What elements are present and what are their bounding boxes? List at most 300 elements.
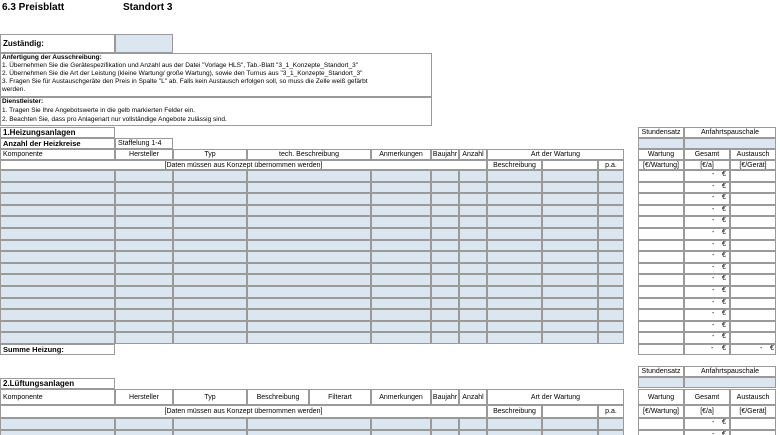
heating-input-cell[interactable] xyxy=(115,263,173,275)
side-gesamt: Gesamt xyxy=(684,149,730,160)
side-austausch-cell xyxy=(730,418,776,430)
side-wartung-cell[interactable] xyxy=(638,298,684,310)
gesamt-dash: - xyxy=(712,275,715,283)
side-austausch-cell xyxy=(730,430,776,435)
heating-input-cell[interactable] xyxy=(487,182,542,194)
heating-input-cell[interactable] xyxy=(173,286,247,298)
heating-input-cell[interactable] xyxy=(598,263,624,275)
heating-input-cell[interactable] xyxy=(598,216,624,228)
vent-input-cell[interactable] xyxy=(542,430,598,435)
heating-input-cell[interactable] xyxy=(459,263,487,275)
gesamt-euro: € xyxy=(722,431,726,435)
heating-input-cell[interactable] xyxy=(431,263,459,275)
heating-input-cell[interactable] xyxy=(0,321,115,333)
col-art-der-wartung: Art der Wartung xyxy=(487,149,624,160)
side-austausch-cell xyxy=(730,170,776,182)
heating-input-cell[interactable] xyxy=(247,309,371,321)
vent-col-filterart: Filterart xyxy=(309,389,371,405)
heating-input-cell[interactable] xyxy=(371,216,431,228)
heating-input-cell[interactable] xyxy=(371,309,431,321)
col-anmerkungen: Anmerkungen xyxy=(371,149,431,160)
instructions-line: 1. Übernehmen Sie die Gerätespezifikation und Anzahl aus der Datei "Vorlage HLS", Tab.-Blatt "3_1_Konzepte_Standort_3" xyxy=(2,62,359,69)
side-austausch-cell xyxy=(730,263,776,275)
col-hersteller: Hersteller xyxy=(115,149,173,160)
heating-staffelung: Staffelung 1-4 xyxy=(115,138,173,149)
heating-input-cell[interactable] xyxy=(459,309,487,321)
gesamt-dash: - xyxy=(712,240,715,248)
vent-unit-gesamt: [€/a] xyxy=(684,405,730,418)
heating-input-cell[interactable] xyxy=(0,274,115,286)
heating-input-cell[interactable] xyxy=(598,298,624,310)
heating-input-cell[interactable] xyxy=(598,274,624,286)
heating-input-cell[interactable] xyxy=(371,274,431,286)
heating-input-cell[interactable] xyxy=(598,332,624,344)
vent-col-anzahl: Anzahl xyxy=(459,389,487,405)
heating-input-cell[interactable] xyxy=(173,228,247,240)
vent-col-pa: p.a. xyxy=(598,405,624,418)
heating-input-cell[interactable] xyxy=(115,182,173,194)
heating-input-cell[interactable] xyxy=(542,321,598,333)
gesamt-dash: - xyxy=(712,217,715,225)
vent-col-art-der-wartung: Art der Wartung xyxy=(487,389,624,405)
heating-input-cell[interactable] xyxy=(0,309,115,321)
heating-input-cell[interactable] xyxy=(371,193,431,205)
heating-input-cell[interactable] xyxy=(431,298,459,310)
side-austausch-cell xyxy=(730,182,776,194)
stundensatz-input[interactable] xyxy=(638,138,684,149)
vent-input-cell[interactable] xyxy=(371,418,431,430)
heating-input-cell[interactable] xyxy=(487,251,542,263)
sum-gesamt-dash: - xyxy=(711,345,714,352)
heating-input-cell[interactable] xyxy=(487,170,542,182)
vent-input-cell[interactable] xyxy=(0,430,115,435)
vent-side-wartung: Wartung xyxy=(638,389,684,405)
heating-input-cell[interactable] xyxy=(371,321,431,333)
heating-input-cell[interactable] xyxy=(598,205,624,217)
heating-input-cell[interactable] xyxy=(487,309,542,321)
side-wartung-cell[interactable] xyxy=(638,170,684,182)
heating-input-cell[interactable] xyxy=(371,251,431,263)
heating-input-cell[interactable] xyxy=(431,216,459,228)
side-austausch-cell xyxy=(730,332,776,344)
heating-input-cell[interactable] xyxy=(459,286,487,298)
heating-input-cell[interactable] xyxy=(173,170,247,182)
gesamt-dash: - xyxy=(712,333,715,341)
heating-input-cell[interactable] xyxy=(487,240,542,252)
zustaendig-input[interactable] xyxy=(115,34,173,53)
side-wartung-cell[interactable] xyxy=(638,418,684,430)
heating-input-cell[interactable] xyxy=(0,332,115,344)
side-wartung-cell[interactable] xyxy=(638,430,684,435)
heating-input-cell[interactable] xyxy=(173,274,247,286)
heating-input-cell[interactable] xyxy=(598,251,624,263)
concept-note: [Daten müssen aus Konzept übernommen werden] xyxy=(0,160,487,170)
side-austausch-cell xyxy=(730,321,776,333)
heating-input-cell[interactable] xyxy=(431,240,459,252)
heating-input-cell[interactable] xyxy=(173,216,247,228)
vent-input-cell[interactable] xyxy=(173,430,247,435)
heating-input-cell[interactable] xyxy=(431,170,459,182)
heating-input-cell[interactable] xyxy=(115,332,173,344)
heating-input-cell[interactable] xyxy=(542,240,598,252)
side-wartung-cell[interactable] xyxy=(638,274,684,286)
heating-input-cell[interactable] xyxy=(542,170,598,182)
vent-input-cell[interactable] xyxy=(371,430,431,435)
gesamt-euro: € xyxy=(722,194,726,202)
vent-col-beschreibung: Beschreibung xyxy=(247,389,309,405)
side-austausch-cell xyxy=(730,286,776,298)
heating-input-cell[interactable] xyxy=(598,240,624,252)
unit-geraet: [€/Gerät] xyxy=(730,160,776,170)
heating-input-cell[interactable] xyxy=(431,321,459,333)
gesamt-euro: € xyxy=(722,310,726,318)
col-beschreibung: Beschreibung xyxy=(487,160,542,170)
side-wartung-cell[interactable] xyxy=(638,321,684,333)
gesamt-dash: - xyxy=(712,229,715,236)
heating-input-cell[interactable] xyxy=(371,228,431,240)
gesamt-euro: € xyxy=(722,182,726,190)
heating-input-cell[interactable] xyxy=(542,298,598,310)
gesamt-dash: - xyxy=(712,298,715,306)
heating-input-cell[interactable] xyxy=(371,205,431,217)
heating-input-cell[interactable] xyxy=(487,228,542,240)
gesamt-euro: € xyxy=(722,263,726,271)
service-line: 1. Tragen Sie Ihre Angebotswerte in die gelb markierten Felder ein. xyxy=(2,107,195,114)
side-wartung-cell[interactable] xyxy=(638,205,684,217)
heating-input-cell[interactable] xyxy=(598,286,624,298)
heating-input-cell[interactable] xyxy=(0,193,115,205)
heating-input-cell[interactable] xyxy=(459,321,487,333)
heating-input-cell[interactable] xyxy=(0,251,115,263)
vent-input-cell[interactable] xyxy=(487,430,542,435)
vent-blank-header-cell xyxy=(542,405,598,418)
vent-input-cell[interactable] xyxy=(598,430,624,435)
sum-austausch-dash: - xyxy=(760,345,763,352)
heating-input-cell[interactable] xyxy=(459,298,487,310)
side-anfahrtspauschale: Anfahrtspauschale xyxy=(684,127,776,138)
heating-input-cell[interactable] xyxy=(115,240,173,252)
heating-input-cell[interactable] xyxy=(487,321,542,333)
gesamt-dash: - xyxy=(712,205,715,213)
gesamt-dash: - xyxy=(712,182,715,190)
heating-input-cell[interactable] xyxy=(115,274,173,286)
heating-input-cell[interactable] xyxy=(247,182,371,194)
gesamt-dash: - xyxy=(712,263,715,271)
vent-input-cell[interactable] xyxy=(0,418,115,430)
gesamt-euro: € xyxy=(722,333,726,341)
heating-input-cell[interactable] xyxy=(459,193,487,205)
heating-sum-label: Summe Heizung: xyxy=(0,344,115,355)
heating-input-cell[interactable] xyxy=(459,182,487,194)
gesamt-dash: - xyxy=(712,431,715,435)
heating-input-cell[interactable] xyxy=(542,205,598,217)
vent-col-anmerkungen: Anmerkungen xyxy=(371,389,431,405)
heating-input-cell[interactable] xyxy=(371,170,431,182)
heating-input-cell[interactable] xyxy=(115,321,173,333)
side-wartung-cell[interactable] xyxy=(638,228,684,240)
vent-col-komponente: Komponente xyxy=(0,389,115,405)
service-title: Dienstleister: xyxy=(2,98,44,105)
col-pa: p.a. xyxy=(598,160,624,170)
side-wartung-cell[interactable] xyxy=(638,309,684,321)
gesamt-euro: € xyxy=(722,217,726,225)
side-wartung-cell[interactable] xyxy=(638,182,684,194)
heating-input-cell[interactable] xyxy=(173,205,247,217)
side-wartung-cell[interactable] xyxy=(638,240,684,252)
heating-input-cell[interactable] xyxy=(115,286,173,298)
heating-input-cell[interactable] xyxy=(247,332,371,344)
heating-input-cell[interactable] xyxy=(247,240,371,252)
instructions-line: werden. xyxy=(2,86,26,93)
heating-input-cell[interactable] xyxy=(173,251,247,263)
gesamt-euro: € xyxy=(722,171,726,178)
heating-input-cell[interactable] xyxy=(431,251,459,263)
heating-input-cell[interactable] xyxy=(431,228,459,240)
col-baujahr: Baujahr xyxy=(432,151,458,158)
heating-input-cell[interactable] xyxy=(115,216,173,228)
heating-input-cell[interactable] xyxy=(542,274,598,286)
heating-input-cell[interactable] xyxy=(0,170,115,182)
heating-input-cell[interactable] xyxy=(459,332,487,344)
heating-input-cell[interactable] xyxy=(487,216,542,228)
anfahrt-input[interactable] xyxy=(684,138,776,149)
instructions-line: 3. Fragen Sie für Austauschgeräte den Preis in Spalte "L" ab. Falls kein Austausch erfolgen soll, so muss die Zelle weiß gefärbt xyxy=(2,78,368,85)
heating-input-cell[interactable] xyxy=(173,332,247,344)
col-komponente: Komponente xyxy=(0,149,115,160)
gesamt-euro: € xyxy=(722,287,726,294)
vent-input-cell[interactable] xyxy=(247,430,371,435)
side-austausch-cell xyxy=(730,228,776,240)
heating-input-cell[interactable] xyxy=(173,193,247,205)
vent-col-baujahr: Baujahr xyxy=(431,389,459,405)
heating-input-cell[interactable] xyxy=(598,309,624,321)
heating-input-cell[interactable] xyxy=(371,332,431,344)
heating-input-cell[interactable] xyxy=(173,298,247,310)
side-austausch-cell xyxy=(730,240,776,252)
vent-input-cell[interactable] xyxy=(459,418,487,430)
side-wartung-cell[interactable] xyxy=(638,263,684,275)
vent-anfahrt-input[interactable] xyxy=(684,377,776,388)
heating-input-cell[interactable] xyxy=(431,205,459,217)
heating-input-cell[interactable] xyxy=(0,240,115,252)
heating-input-cell[interactable] xyxy=(487,298,542,310)
heating-input-cell[interactable] xyxy=(431,332,459,344)
ventilation-title: 2.Lüftungsanlagen xyxy=(0,378,115,389)
side-austausch: Austausch xyxy=(730,149,776,160)
vent-input-cell[interactable] xyxy=(115,430,173,435)
heating-input-cell[interactable] xyxy=(542,286,598,298)
heating-input-cell[interactable] xyxy=(371,298,431,310)
gesamt-dash: - xyxy=(712,194,715,202)
vent-input-cell[interactable] xyxy=(247,418,371,430)
heating-input-cell[interactable] xyxy=(542,332,598,344)
sum-wartung xyxy=(638,344,684,355)
vent-input-cell[interactable] xyxy=(598,418,624,430)
vent-input-cell[interactable] xyxy=(431,418,459,430)
side-wartung-cell[interactable] xyxy=(638,216,684,228)
heating-input-cell[interactable] xyxy=(542,251,598,263)
heating-input-cell[interactable] xyxy=(542,216,598,228)
heating-input-cell[interactable] xyxy=(371,240,431,252)
vent-stundensatz-input[interactable] xyxy=(638,377,684,388)
heating-input-cell[interactable] xyxy=(247,274,371,286)
heating-input-cell[interactable] xyxy=(173,182,247,194)
side-austausch-cell xyxy=(730,216,776,228)
gesamt-euro: € xyxy=(722,419,726,426)
heating-input-cell[interactable] xyxy=(247,228,371,240)
gesamt-euro: € xyxy=(722,252,726,260)
vent-side-anfahrtspauschale: Anfahrtspauschale xyxy=(684,366,776,377)
unit-wartung: [€/Wartung] xyxy=(638,160,684,170)
heating-input-cell[interactable] xyxy=(0,286,115,298)
heating-input-cell[interactable] xyxy=(247,298,371,310)
side-stundensatz: Stundensatz xyxy=(638,127,684,138)
heating-input-cell[interactable] xyxy=(459,216,487,228)
heating-input-cell[interactable] xyxy=(247,216,371,228)
heating-input-cell[interactable] xyxy=(459,228,487,240)
vent-col-typ: Typ xyxy=(173,389,247,405)
gesamt-dash: - xyxy=(712,310,715,318)
heating-input-cell[interactable] xyxy=(173,240,247,252)
vent-side-gesamt: Gesamt xyxy=(684,389,730,405)
heating-input-cell[interactable] xyxy=(371,182,431,194)
side-wartung-cell[interactable] xyxy=(638,286,684,298)
heating-input-cell[interactable] xyxy=(431,286,459,298)
heating-input-cell[interactable] xyxy=(598,321,624,333)
side-austausch-cell xyxy=(730,309,776,321)
heating-input-cell[interactable] xyxy=(247,170,371,182)
heating-input-cell[interactable] xyxy=(487,193,542,205)
gesamt-euro: € xyxy=(722,205,726,213)
heating-input-cell[interactable] xyxy=(459,205,487,217)
instructions-title: Anfertigung der Ausschreibung: xyxy=(2,54,102,61)
vent-col-beschreibung2: Beschreibung xyxy=(487,405,542,418)
sum-gesamt-euro: € xyxy=(722,345,726,352)
vent-input-cell[interactable] xyxy=(459,430,487,435)
side-austausch-cell xyxy=(730,298,776,310)
heating-input-cell[interactable] xyxy=(598,170,624,182)
heating-input-cell[interactable] xyxy=(487,274,542,286)
vent-input-cell[interactable] xyxy=(115,418,173,430)
heating-input-cell[interactable] xyxy=(115,298,173,310)
heating-input-cell[interactable] xyxy=(115,251,173,263)
gesamt-dash: - xyxy=(712,321,715,329)
heating-input-cell[interactable] xyxy=(247,263,371,275)
col-typ: Typ xyxy=(173,149,247,160)
heating-input-cell[interactable] xyxy=(487,263,542,275)
heating-input-cell[interactable] xyxy=(247,286,371,298)
vent-side-austausch: Austausch xyxy=(730,389,776,405)
heating-input-cell[interactable] xyxy=(487,205,542,217)
vent-input-cell[interactable] xyxy=(542,418,598,430)
gesamt-euro: € xyxy=(722,298,726,306)
heating-input-cell[interactable] xyxy=(247,251,371,263)
side-austausch-cell xyxy=(730,205,776,217)
heating-input-cell[interactable] xyxy=(0,182,115,194)
heating-input-cell[interactable] xyxy=(487,286,542,298)
zustaendig-label: Zuständig: xyxy=(0,34,115,53)
gesamt-dash: - xyxy=(712,252,715,260)
heating-input-cell[interactable] xyxy=(173,309,247,321)
gesamt-euro: € xyxy=(722,321,726,329)
vent-concept-note: [Daten müssen aus Konzept übernommen werden] xyxy=(0,405,487,418)
heating-input-cell[interactable] xyxy=(371,263,431,275)
heating-input-cell[interactable] xyxy=(431,193,459,205)
heating-input-cell[interactable] xyxy=(115,309,173,321)
gesamt-dash: - xyxy=(712,171,715,178)
section-title: 6.3 Preisblatt xyxy=(2,2,65,13)
heating-input-cell[interactable] xyxy=(431,274,459,286)
heating-input-cell[interactable] xyxy=(598,182,624,194)
heating-input-cell[interactable] xyxy=(542,182,598,194)
heating-input-cell[interactable] xyxy=(115,228,173,240)
vent-unit-wartung: [€/Wartung] xyxy=(638,405,684,418)
side-wartung-cell[interactable] xyxy=(638,332,684,344)
gesamt-euro: € xyxy=(722,229,726,236)
unit-gesamt: [€/a] xyxy=(684,160,730,170)
heating-input-cell[interactable] xyxy=(115,170,173,182)
heating-input-cell[interactable] xyxy=(487,332,542,344)
heating-input-cell[interactable] xyxy=(0,298,115,310)
heating-input-cell[interactable] xyxy=(542,309,598,321)
heating-input-cell[interactable] xyxy=(598,193,624,205)
vent-input-cell[interactable] xyxy=(173,418,247,430)
side-wartung: Wartung xyxy=(638,149,684,160)
heating-input-cell[interactable] xyxy=(542,263,598,275)
instructions-line: 2. Übernehmen Sie die Art der Leistung (kleine Wartung/ große Wartung), sowie den Turnus aus "3_1_Konzepte_Standort_3" xyxy=(2,70,363,77)
side-austausch-cell xyxy=(730,251,776,263)
heating-input-cell[interactable] xyxy=(0,205,115,217)
heating-input-cell[interactable] xyxy=(247,193,371,205)
heating-input-cell[interactable] xyxy=(173,321,247,333)
heating-input-cell[interactable] xyxy=(247,205,371,217)
heating-input-cell[interactable] xyxy=(247,321,371,333)
heating-input-cell[interactable] xyxy=(542,193,598,205)
heating-input-cell[interactable] xyxy=(431,182,459,194)
gesamt-dash: - xyxy=(712,287,715,294)
gesamt-dash: - xyxy=(712,419,715,426)
heating-input-cell[interactable] xyxy=(0,228,115,240)
heating-circuits-label: Anzahl der Heizkreise xyxy=(0,138,115,149)
heating-input-cell[interactable] xyxy=(0,263,115,275)
heating-input-cell[interactable] xyxy=(459,170,487,182)
vent-col-hersteller: Hersteller xyxy=(115,389,173,405)
side-austausch-cell xyxy=(730,274,776,286)
heating-input-cell[interactable] xyxy=(459,240,487,252)
heating-input-cell[interactable] xyxy=(598,228,624,240)
side-wartung-cell[interactable] xyxy=(638,251,684,263)
side-austausch-cell xyxy=(730,193,776,205)
heating-input-cell[interactable] xyxy=(459,251,487,263)
heating-input-cell[interactable] xyxy=(0,216,115,228)
heating-input-cell[interactable] xyxy=(173,263,247,275)
vent-input-cell[interactable] xyxy=(487,418,542,430)
heating-input-cell[interactable] xyxy=(542,228,598,240)
blank-header-cell xyxy=(542,160,598,170)
heating-input-cell[interactable] xyxy=(371,286,431,298)
gesamt-euro: € xyxy=(722,275,726,283)
heating-input-cell[interactable] xyxy=(115,193,173,205)
sum-austausch-euro: € xyxy=(770,345,774,352)
col-tech: tech. Beschreibung xyxy=(247,149,371,160)
heating-title: 1.Heizungsanlagen xyxy=(0,127,115,138)
side-wartung-cell[interactable] xyxy=(638,193,684,205)
heating-input-cell[interactable] xyxy=(431,309,459,321)
vent-unit-geraet: [€/Gerät] xyxy=(730,405,776,418)
heating-input-cell[interactable] xyxy=(115,205,173,217)
vent-input-cell[interactable] xyxy=(431,430,459,435)
heating-input-cell[interactable] xyxy=(459,274,487,286)
